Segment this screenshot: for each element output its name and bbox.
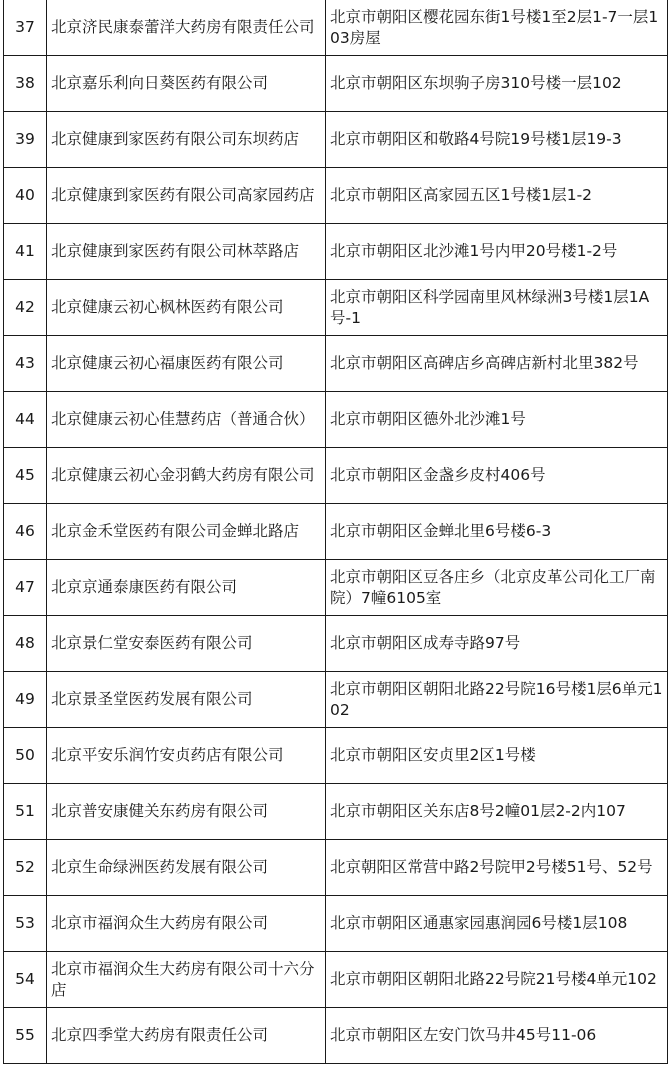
company-name: 北京健康云初心枫林医药有限公司 xyxy=(47,280,326,336)
company-name: 北京健康云初心福康医药有限公司 xyxy=(47,336,326,392)
row-number: 41 xyxy=(4,224,47,280)
table-body xyxy=(4,0,668,1064)
table-row xyxy=(4,392,668,448)
company-name: 北京生命绿洲医药发展有限公司 xyxy=(47,840,326,896)
company-address: 北京市朝阳区成寿寺路97号 xyxy=(326,616,668,672)
company-address: 北京市朝阳区和敬路4号院19号楼1层19-3 xyxy=(326,112,668,168)
row-number: 42 xyxy=(4,280,47,336)
table-row xyxy=(4,336,668,392)
row-number: 44 xyxy=(4,392,47,448)
company-address: 北京市朝阳区豆各庄乡（北京皮革公司化工厂南院）7幢6105室 xyxy=(326,560,668,616)
table-row xyxy=(4,728,668,784)
table-row xyxy=(4,560,668,616)
table-row xyxy=(4,840,668,896)
company-name: 北京健康到家医药有限公司东坝药店 xyxy=(47,112,326,168)
company-name: 北京京通泰康医药有限公司 xyxy=(47,560,326,616)
company-name: 北京嘉乐利向日葵医药有限公司 xyxy=(47,56,326,112)
table-row xyxy=(4,168,668,224)
table-row xyxy=(4,504,668,560)
row-number: 52 xyxy=(4,840,47,896)
company-address: 北京市朝阳区樱花园东街1号楼1至2层1-7一层103房屋 xyxy=(326,0,668,56)
company-address: 北京市朝阳区朝阳北路22号院16号楼1层6单元102 xyxy=(326,672,668,728)
row-number: 38 xyxy=(4,56,47,112)
company-name: 北京市福润众生大药房有限公司 xyxy=(47,896,326,952)
table-row xyxy=(4,672,668,728)
table-row xyxy=(4,1008,668,1064)
company-address: 北京市朝阳区东坝驹子房310号楼一层102 xyxy=(326,56,668,112)
company-address: 北京市朝阳区德外北沙滩1号 xyxy=(326,392,668,448)
row-number: 43 xyxy=(4,336,47,392)
table-row xyxy=(4,0,668,56)
company-name: 北京景圣堂医药发展有限公司 xyxy=(47,672,326,728)
company-address: 北京市朝阳区左安门饮马井45号11-06 xyxy=(326,1008,668,1064)
table-row xyxy=(4,616,668,672)
table-row xyxy=(4,224,668,280)
company-address: 北京朝阳区常营中路2号院甲2号楼51号、52号 xyxy=(326,840,668,896)
row-number: 46 xyxy=(4,504,47,560)
table-row xyxy=(4,448,668,504)
company-name: 北京金禾堂医药有限公司金蝉北路店 xyxy=(47,504,326,560)
company-name: 北京健康云初心佳慧药店（普通合伙） xyxy=(47,392,326,448)
table-row xyxy=(4,280,668,336)
company-address: 北京市朝阳区金蝉北里6号楼6-3 xyxy=(326,504,668,560)
company-name: 北京市福润众生大药房有限公司十六分店 xyxy=(47,952,326,1008)
company-name: 北京平安乐润竹安贞药店有限公司 xyxy=(47,728,326,784)
company-name: 北京景仁堂安泰医药有限公司 xyxy=(47,616,326,672)
row-number: 40 xyxy=(4,168,47,224)
company-address: 北京市朝阳区安贞里2区1号楼 xyxy=(326,728,668,784)
company-name: 北京健康到家医药有限公司林萃路店 xyxy=(47,224,326,280)
row-number: 48 xyxy=(4,616,47,672)
company-address: 北京市朝阳区科学园南里风林绿洲3号楼1层1A号-1 xyxy=(326,280,668,336)
company-name: 北京健康云初心金羽鹤大药房有限公司 xyxy=(47,448,326,504)
company-name: 北京济民康泰蕾洋大药房有限责任公司 xyxy=(47,0,326,56)
company-address: 北京市朝阳区金盏乡皮村406号 xyxy=(326,448,668,504)
row-number: 49 xyxy=(4,672,47,728)
table-row xyxy=(4,112,668,168)
row-number: 50 xyxy=(4,728,47,784)
row-number: 55 xyxy=(4,1008,47,1064)
row-number: 54 xyxy=(4,952,47,1008)
row-number: 53 xyxy=(4,896,47,952)
company-address: 北京市朝阳区通惠家园惠润园6号楼1层108 xyxy=(326,896,668,952)
company-name: 北京四季堂大药房有限责任公司 xyxy=(47,1008,326,1064)
row-number: 37 xyxy=(4,0,47,56)
table-row xyxy=(4,896,668,952)
company-name: 北京健康到家医药有限公司高家园药店 xyxy=(47,168,326,224)
company-address: 北京市朝阳区高家园五区1号楼1层1-2 xyxy=(326,168,668,224)
row-number: 47 xyxy=(4,560,47,616)
table-row xyxy=(4,784,668,840)
company-address: 北京市朝阳区北沙滩1号内甲20号楼1-2号 xyxy=(326,224,668,280)
table-row xyxy=(4,56,668,112)
company-address: 北京市朝阳区朝阳北路22号院21号楼4单元102 xyxy=(326,952,668,1008)
pharmacy-table xyxy=(3,0,668,1064)
company-name: 北京普安康健关东药房有限公司 xyxy=(47,784,326,840)
company-address: 北京市朝阳区关东店8号2幢01层2-2内107 xyxy=(326,784,668,840)
row-number: 39 xyxy=(4,112,47,168)
row-number: 51 xyxy=(4,784,47,840)
table-row xyxy=(4,952,668,1008)
company-address: 北京市朝阳区高碑店乡高碑店新村北里382号 xyxy=(326,336,668,392)
row-number: 45 xyxy=(4,448,47,504)
